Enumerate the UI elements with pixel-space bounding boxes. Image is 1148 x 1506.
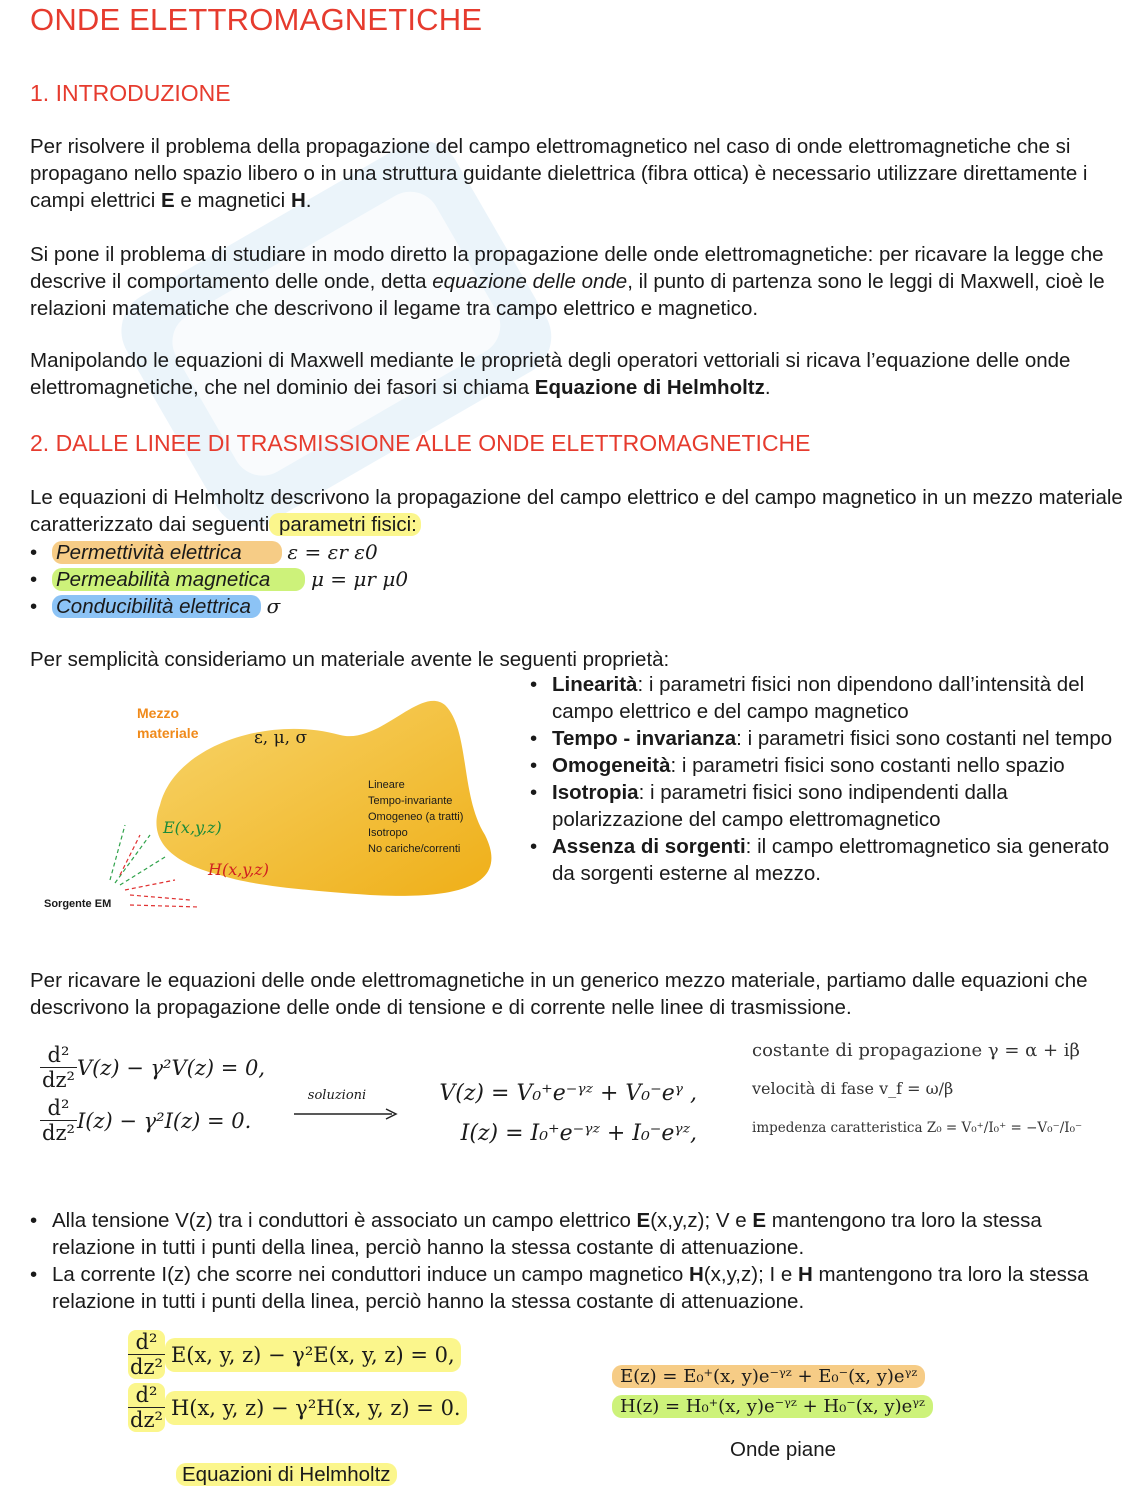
properties-list	[530, 671, 1125, 887]
figure-properties-list: Lineare Tempo-invariante Omogeneo (a tratti) Isotropo No cariche/correnti	[368, 779, 464, 855]
list-item: • Tempo - invarianza: i parametri fisici sono costanti nel tempo	[530, 725, 1125, 752]
page-title: ONDE ELETTROMAGNETICHE	[30, 2, 483, 37]
figure-label-mezzo: Mezzo materiale	[137, 705, 199, 741]
arrow-right-icon	[292, 1107, 400, 1121]
telegrapher-solutions: V(z) = V₀⁺e⁻ᵞᶻ + V₀⁻eᵞ , I(z) = I₀⁺e⁻ᵞᶻ + I₀⁻eᵞᶻ,	[439, 1081, 697, 1146]
plane-wave-equations: E(z) = E₀⁺(x, y)e⁻ᵞᶻ + E₀⁻(x, y)eᵞᶻ H(z) = H₀⁺(x, y)e⁻ᵞᶻ + H₀⁻(x, y)eᵞᶻ	[612, 1362, 933, 1422]
section2-heading: 2. DALLE LINEE DI TRASMISSIONE ALLE ONDE ELETTROMAGNETICHE	[30, 430, 811, 456]
helmholtz-intro-paragraph: Le equazioni di Helmholtz descrivono la propagazione del campo elettrico e del campo magnetico in un mezzo materiale caratterizzato dai seguenti parametri fisici:	[30, 486, 1123, 536]
transmission-line-paragraph: Per ricavare le equazioni delle onde elettromagnetiche in un generico mezzo materiale, partiamo dalle equazioni che descrivono la propagazione delle onde di tensione e di corrente nelle linee di trasmissione.	[30, 969, 1088, 1019]
list-item: • Alla tensione V(z) tra i conduttori è associato un campo elettrico E(x,y,z); V e E mantengono tra loro la stessa relazione in tutti i punti della linea, perciò hanno la stessa costante di attenuazione.	[30, 1207, 1125, 1261]
line-constants: costante di propagazione γ = α + iβ velocità di fase v_f = ω/β impedenza caratteristica Z₀ = V₀⁺/I₀⁺ = −V₀⁻/I₀⁻	[752, 1040, 1083, 1136]
solutions-arrow: soluzioni	[292, 1088, 400, 1127]
simplicity-paragraph: Per semplicità consideriamo un materiale avente le seguenti proprietà:	[30, 648, 670, 671]
material-medium-figure	[40, 685, 500, 925]
plane-wave-caption: Onde piane	[730, 1438, 837, 1461]
list-item: • Assenza di sorgenti: il campo elettromagnetico sia generato da sorgenti esterne al mezzo.	[530, 833, 1125, 887]
list-item: • Linearità: i parametri fisici non dipendono dall’intensità del campo elettrico e del campo magnetico	[530, 671, 1125, 725]
highlight-parametri-fisici: parametri fisici:	[269, 513, 421, 536]
list-item: • Permeabilità magnetica μ = μr μ0	[30, 566, 530, 593]
field-association-list	[30, 1207, 1125, 1315]
list-item: • Omogeneità: i parametri fisici sono costanti nello spazio	[530, 752, 1125, 779]
list-item: • Permettività elettrica ε = εr ε0	[30, 539, 530, 566]
figure-H-label: H(x,y,z)	[208, 860, 269, 879]
section1-heading: 1. INTRODUZIONE	[30, 80, 231, 106]
helmholtz-caption: Equazioni di Helmholtz	[176, 1463, 397, 1487]
list-item: • Isotropia: i parametri fisici sono indipendenti dalla polarizzazione del campo elettromagnetico	[530, 779, 1125, 833]
physical-parameters-list	[30, 539, 530, 620]
figure-E-label: E(x,y,z)	[163, 818, 222, 837]
telegrapher-equations: $\frac{\text{d²}}{\text{dz²}}$ V(z) − γ²V(z) = 0, $\frac{\text{d²}}{\text{dz²}}$ I(z) − γ²I(z) = 0.	[42, 1043, 266, 1145]
intro-paragraph-1: Per risolvere il problema della propagazione del campo elettromagnetico nel caso di onde elettromagnetiche che si propagano nello spazio libero o in una struttura guidante dielettrica (fibra ottica) è necessario utilizzare direttamente i campi elettrici E e magnetici H.	[30, 135, 1088, 212]
intro-paragraph-2: Si pone il problema di studiare in modo diretto la propagazione delle onde elettromagnetiche: per ricavare la legge che descrive il comportamento delle onde, detta equazione delle onde, il punto di partenza sono le leggi di Maxwell, cioè le relazioni matematiche che descrivono il legame tra campo elettrico e magnetico.	[30, 243, 1105, 320]
figure-source-label: Sorgente EM	[44, 898, 112, 910]
list-item: • La corrente I(z) che scorre nei conduttori induce un campo magnetico H(x,y,z); I e H mantengono tra loro la stessa relazione in tutti i punti della linea, perciò hanno la stessa costante di attenuazione.	[30, 1261, 1125, 1315]
figure-params: ε, μ, σ	[254, 728, 308, 748]
list-item: • Conducibilità elettrica σ	[30, 593, 530, 620]
helmholtz-equations: $\frac{\text{d²}}{\text{dz²}}$ E(x, y, z) − γ²E(x, y, z) = 0, $\frac{\text{d²}}{\text{dz²}}$ H(x, y, z) − γ²H(x, y, z) = 0.	[128, 1330, 467, 1432]
intro-paragraph-3: Manipolando le equazioni di Maxwell mediante le proprietà degli operatori vettoriali si ricava l’equazione delle onde elettromagnetiche, che nel dominio dei fasori si chiama Equazione di Helmholtz.	[30, 349, 1071, 399]
